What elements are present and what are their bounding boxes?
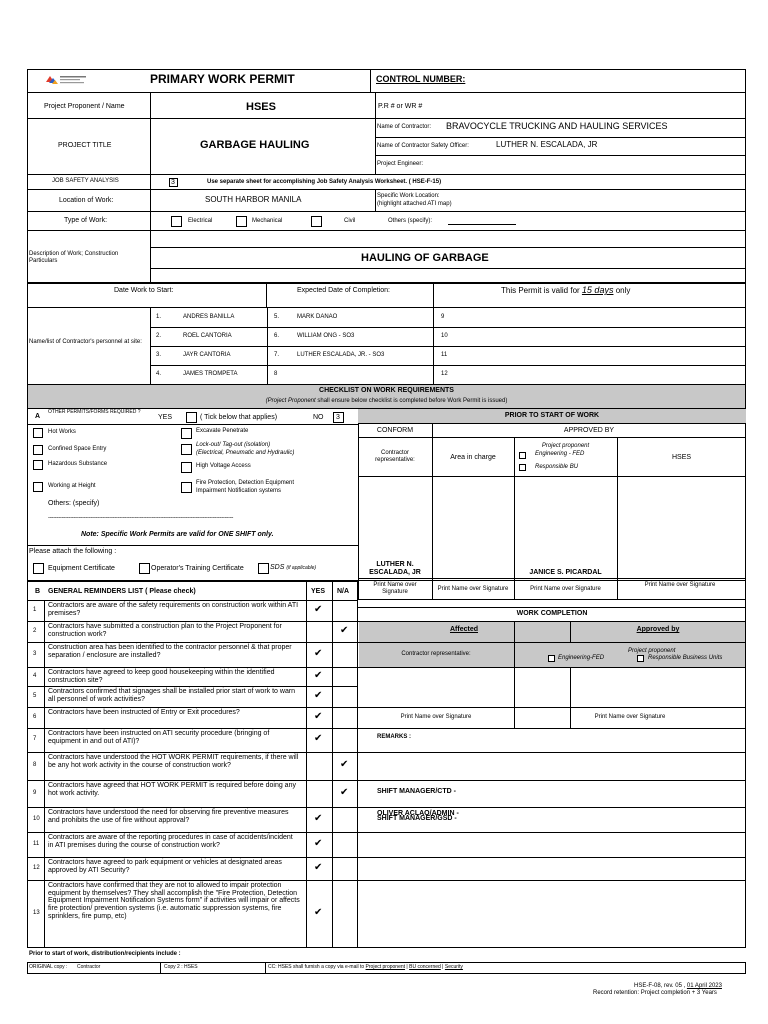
- reminder-yes-check[interactable]: ✔: [314, 710, 323, 722]
- section-a-no-checkbox[interactable]: 3: [333, 412, 344, 423]
- specific-location-label: Specific Work Location:: [377, 193, 440, 199]
- contractor-rep-label: Contractor representative:: [375, 450, 415, 463]
- personnel-number: 10: [441, 333, 448, 339]
- personnel-name[interactable]: JAMES TROMPETA: [183, 371, 238, 377]
- completion-print-name-2: Print Name over Signature: [594, 714, 666, 720]
- date-completion-label: Expected Date of Completion:: [297, 287, 390, 294]
- hses-label: HSES: [671, 454, 692, 461]
- reminder-text: Contractors have understood the HOT WORK PERMIT requirements, if there will be any hot work activity in the course of construction work?: [48, 754, 299, 769]
- date-start-label: Date Work to Start:: [114, 287, 174, 294]
- reminder-number: 6: [33, 713, 37, 720]
- checklist-subtitle: (Project Proponent shall ensure below checklist is completed before Work Permit is issued): [265, 398, 508, 404]
- personnel-number: 2.: [156, 333, 162, 339]
- personnel-number: 12: [441, 371, 448, 377]
- attach-equipment-label: Equipment Certificate: [48, 565, 115, 572]
- personnel-name[interactable]: ROEL CANTORIA: [183, 333, 232, 339]
- print-name-3: Print Name over Signature: [530, 586, 601, 592]
- project-proponent-label: Project proponent: [541, 443, 590, 449]
- permit-label: Lock-out/ Tag-out (isolation): [196, 442, 271, 448]
- reminder-number: 11: [33, 840, 40, 847]
- location-value[interactable]: SOUTH HARBOR MANILA: [205, 195, 302, 204]
- signer-contractor: LUTHER N. ESCALADA, JR: [369, 561, 421, 576]
- area-in-charge-label: Area in charge: [450, 454, 496, 461]
- dashes-line: -------------------------------------------------------------------------------------------------------------: [48, 515, 234, 521]
- personnel-number: 7.: [274, 352, 280, 358]
- others-specify: Others: (specify): [48, 500, 100, 507]
- permit-label: Confined Space Entry: [48, 446, 107, 452]
- personnel-number: 8: [274, 371, 278, 377]
- personnel-name[interactable]: ANDRES BANILLA: [183, 314, 235, 320]
- personnel-name[interactable]: JAYR CANTORIA: [183, 352, 231, 358]
- reminder-yes-check[interactable]: ✔: [314, 812, 323, 824]
- section-a: [27, 409, 746, 581]
- personnel-name[interactable]: LUTHER ESCALADA, JR. - SO3: [297, 352, 385, 358]
- type-mechanical-label: Mechanical: [252, 218, 283, 224]
- reminder-text: Contractors have agreed to park equipment or vehicles at designated areas approved by ATI Security?: [48, 859, 282, 874]
- personnel-number: 4.: [156, 371, 162, 377]
- reminder-number: 8: [33, 762, 37, 768]
- prior-title: PRIOR TO START OF WORK: [504, 412, 600, 419]
- contractor-name-value[interactable]: BRAVOCYCLE TRUCKING AND HAULING SERVICES: [446, 121, 668, 131]
- original-contractor: Contractor: [77, 964, 101, 970]
- remarks-label: REMARKS :: [377, 734, 411, 740]
- reminder-text: Contractors have submitted a construction plan to the Project Proponent for construction work?: [48, 623, 282, 638]
- permit-checkbox[interactable]: [181, 482, 192, 493]
- permit-checkbox[interactable]: [181, 444, 192, 455]
- engineering-fed-label: Engineering - FED: [535, 451, 585, 457]
- print-name-2: Print Name over Signature: [437, 586, 509, 592]
- attach-sds-checkbox[interactable]: [258, 563, 269, 574]
- responsible-bu-checkbox[interactable]: [519, 464, 526, 471]
- section-a-yes: YES: [158, 414, 173, 421]
- affected-label: Affected: [449, 626, 478, 633]
- approved-by-label: APPROVED BY: [563, 427, 615, 434]
- permit-checkbox[interactable]: [181, 428, 192, 439]
- completion-print-name-1: Print Name over Signature: [400, 714, 472, 720]
- permit-label: Working at Height: [48, 483, 96, 489]
- personnel-label: Name/list of Contractor's personnel at site:: [29, 339, 142, 345]
- reminder-yes-check[interactable]: ✔: [314, 647, 323, 659]
- fire-sub: Impairment Notification systems: [196, 488, 282, 494]
- completion-engineering-label: Engineering-FED: [558, 655, 605, 661]
- section-b-yes: YES: [311, 588, 326, 595]
- permit-checkbox[interactable]: [181, 462, 192, 473]
- description-value[interactable]: HAULING OF GARBAGE: [361, 252, 489, 264]
- checklist-title: CHECKLIST ON WORK REQUIREMENTS: [319, 387, 454, 394]
- location-label: Location of Work:: [59, 197, 114, 204]
- personnel-number: 1.: [156, 314, 162, 320]
- specific-permit-note: Note: Specific Work Permits are valid for ONE SHIFT only.: [81, 531, 274, 538]
- completion-title: WORK COMPLETION: [516, 610, 588, 617]
- reminder-text: Contractors have been instructed on ATI security procedure (bringing of equipment in and out of ATI)?: [48, 730, 270, 745]
- completion-responsible-label: Responsible Business Units: [648, 655, 723, 661]
- jsa-label: JOB SAFETY ANALYSIS: [52, 178, 119, 184]
- completion-contractor-rep: Contractor representative:: [401, 651, 471, 657]
- reminder-number: 7: [33, 736, 37, 742]
- attach-operator-checkbox[interactable]: [139, 563, 150, 574]
- reminder-yes-check[interactable]: ✔: [314, 861, 323, 873]
- permit-label: Hazardous Substance: [48, 461, 108, 467]
- safety-officer-label: Name of Contractor Safety Officer:: [377, 143, 469, 149]
- permit-checkbox[interactable]: [33, 460, 43, 470]
- personnel-number: 3.: [156, 352, 162, 358]
- reminder-text: Contractors have agreed to keep good housekeeping within the identified construction site?: [48, 669, 275, 684]
- type-mechanical-checkbox[interactable]: [236, 216, 247, 227]
- permit-label: Excavate Penetrate: [196, 428, 249, 434]
- reminder-yes-check[interactable]: ✔: [314, 669, 323, 681]
- attach-sds-label: SDS (if applicable): [270, 564, 317, 571]
- section-b-title: GENERAL REMINDERS LIST ( Please check): [48, 588, 196, 595]
- section-b-letter: B: [35, 588, 41, 595]
- contractor-name-label: Name of Contractor:: [377, 124, 432, 130]
- attach-label: Please attach the following :: [29, 548, 117, 555]
- reminder-number: 1: [33, 606, 37, 613]
- approved-by-completion: Approved by: [636, 626, 680, 633]
- section-a-tick-note: ( Tick below that applies): [200, 414, 278, 421]
- personnel-number: 11: [441, 352, 448, 358]
- reminder-yes-check[interactable]: ✔: [314, 907, 323, 918]
- company-logo: [44, 73, 88, 87]
- admin-label: OLIVER ACLAO/ADMIN -: [377, 810, 459, 817]
- reminder-text: Contractors have been instructed of Entry or Exit procedures?: [48, 709, 240, 716]
- form-number: HSE-F-08, rev. 05 , 01 April 2023: [634, 983, 722, 989]
- reminder-text: Contractors have confirmed that they are not to allowed to impair protection equipment by themselves? They shall accomplish the "Fire Protection, Detection Equipment Impairment Notification Systems form" if activities will impair or affects fire protection/ prevention systems (i.e. automatic suppression systems, fire sprinklers, fire pump, etc): [48, 882, 300, 920]
- reminder-text: Contractors have agreed that HOT WORK PERMIT is required before doing any hot work activity.: [48, 782, 296, 797]
- permit-label: Fire Protection, Detection Equipment: [196, 480, 295, 486]
- responsible-bu-label: Responsible BU: [535, 464, 579, 470]
- type-electrical-checkbox[interactable]: [171, 216, 182, 227]
- engineering-fed-checkbox[interactable]: [519, 452, 526, 459]
- completion-engineering-checkbox[interactable]: [548, 655, 555, 662]
- reminder-yes-check[interactable]: ✔: [314, 689, 323, 701]
- reminder-text: Contractors have understood the need for observing fire preventive measures and prohibits the use of fire without approval?: [48, 809, 289, 824]
- shift-ctd: SHIFT MANAGER/CTD -: [377, 788, 456, 795]
- permit-label: High Voltage Access: [196, 463, 251, 469]
- permit-checkbox[interactable]: [33, 482, 43, 492]
- reminder-yes-check[interactable]: ✔: [314, 837, 323, 849]
- control-number-label: CONTROL NUMBER:: [376, 74, 466, 84]
- description-label: Description of Work; Construction Particulars: [29, 251, 119, 264]
- reminder-text: Construction area has been identified to the contractor personnel & that proper separation / enclosure are installed?: [48, 644, 292, 659]
- permit-label: Hot Works: [48, 429, 76, 435]
- proponent-value[interactable]: HSES: [246, 101, 276, 113]
- cc-line: CC: HSES shall furnish a copy via e-mail to Project proponent | BU concerned | Security: [268, 964, 463, 970]
- signer-area: JANICE S. PICARDAL: [529, 569, 602, 576]
- pr-label: P.R # or WR #: [378, 103, 423, 110]
- print-name-1: Print Name over Signature: [373, 582, 417, 595]
- proponent-label: Project Proponent / Name: [44, 103, 125, 110]
- section-a-no: NO: [313, 414, 324, 421]
- personnel-number: 6.: [274, 333, 280, 339]
- type-civil-checkbox[interactable]: [311, 216, 322, 227]
- project-title-value[interactable]: GARBAGE HAULING: [200, 139, 310, 151]
- page-title: PRIMARY WORK PERMIT: [150, 72, 295, 86]
- copy-2: Copy 2 : HSES: [164, 964, 198, 970]
- reminder-text: Contractors are aware of the reporting procedures in case of accidents/incident in ATI premises during the course of construction work?: [48, 834, 293, 849]
- lockout-sub: (Electrical, Pneumatic and Hydraulic): [196, 450, 295, 456]
- permit-checkbox[interactable]: [33, 445, 43, 455]
- reminder-number: 5: [33, 692, 37, 699]
- section-b-na: N/A: [337, 588, 350, 595]
- type-civil-label: Civil: [344, 218, 356, 224]
- project-engineer-label: Project Engineer:: [377, 161, 424, 167]
- type-label: Type of Work:: [64, 217, 108, 224]
- jsa-text: Use separate sheet for accomplishing Job Safety Analysis Worksheet. ( HSE-F-15): [207, 179, 442, 185]
- reminder-number: 12: [33, 864, 40, 871]
- reminder-text: Contractors confirmed that signages shall be installed prior start of work to warn all personnel of work activities?: [48, 688, 296, 703]
- section-a-letter: A: [35, 413, 41, 420]
- personnel-name[interactable]: WILLIAM ONG - SO3: [297, 333, 355, 339]
- type-others-label: Others (specify):: [388, 218, 433, 224]
- record-retention: Record retention: Project completion + 3 Years: [593, 990, 717, 996]
- reminder-number: 13: [33, 910, 40, 916]
- personnel-number: 9: [441, 314, 445, 320]
- attach-operator-label: Operator's Training Certificate: [151, 565, 244, 572]
- section-a-yes-checkbox[interactable]: [186, 412, 197, 423]
- jsa-checkbox[interactable]: 3: [169, 178, 178, 187]
- permit-checkbox[interactable]: [33, 428, 43, 438]
- conform-label: CONFORM: [376, 427, 414, 434]
- print-name-4: Print Name over Signature: [644, 582, 716, 588]
- specific-location-note: (highlight attached ATI map): [377, 201, 452, 207]
- personnel-number: 5.: [274, 314, 280, 320]
- completion-responsible-checkbox[interactable]: [637, 655, 644, 662]
- reminder-number: 3: [33, 650, 37, 657]
- attach-equipment-checkbox[interactable]: [33, 563, 44, 574]
- completion-proponent-label: Project proponent: [628, 648, 676, 654]
- original-copy: ORIGINAL copy :: [29, 964, 68, 970]
- valid-text: This Permit is valid for 15 days only: [501, 285, 631, 295]
- reminder-na-check[interactable]: ✔: [340, 786, 349, 798]
- reminder-yes-check[interactable]: ✔: [314, 603, 323, 615]
- distribution-label: Prior to start of work, distribution/recipients include :: [29, 951, 181, 957]
- reminder-number: 4: [33, 672, 37, 679]
- safety-officer-value[interactable]: LUTHER N. ESCALADA, JR: [496, 140, 598, 149]
- section-a-label: OTHER PERMITS/FORMS REQUIRED ?: [48, 409, 141, 415]
- reminder-na-check[interactable]: ✔: [340, 759, 349, 770]
- shift-gsd-label: SHIFT MANAGER/GSD -: [377, 815, 457, 822]
- personnel-name[interactable]: MARK DANAO: [297, 314, 338, 320]
- reminder-number: 10: [33, 815, 40, 822]
- reminder-number: 9: [33, 789, 37, 796]
- reminder-na-check[interactable]: ✔: [340, 624, 349, 636]
- reminder-number: 2: [33, 627, 37, 634]
- project-title-label: PROJECT TITLE: [58, 142, 112, 149]
- reminder-text: Contractors are aware of the safety requirements on construction work within ATI premises?: [48, 602, 299, 617]
- type-electrical-label: Electrical: [188, 218, 213, 224]
- reminder-yes-check[interactable]: ✔: [314, 733, 323, 744]
